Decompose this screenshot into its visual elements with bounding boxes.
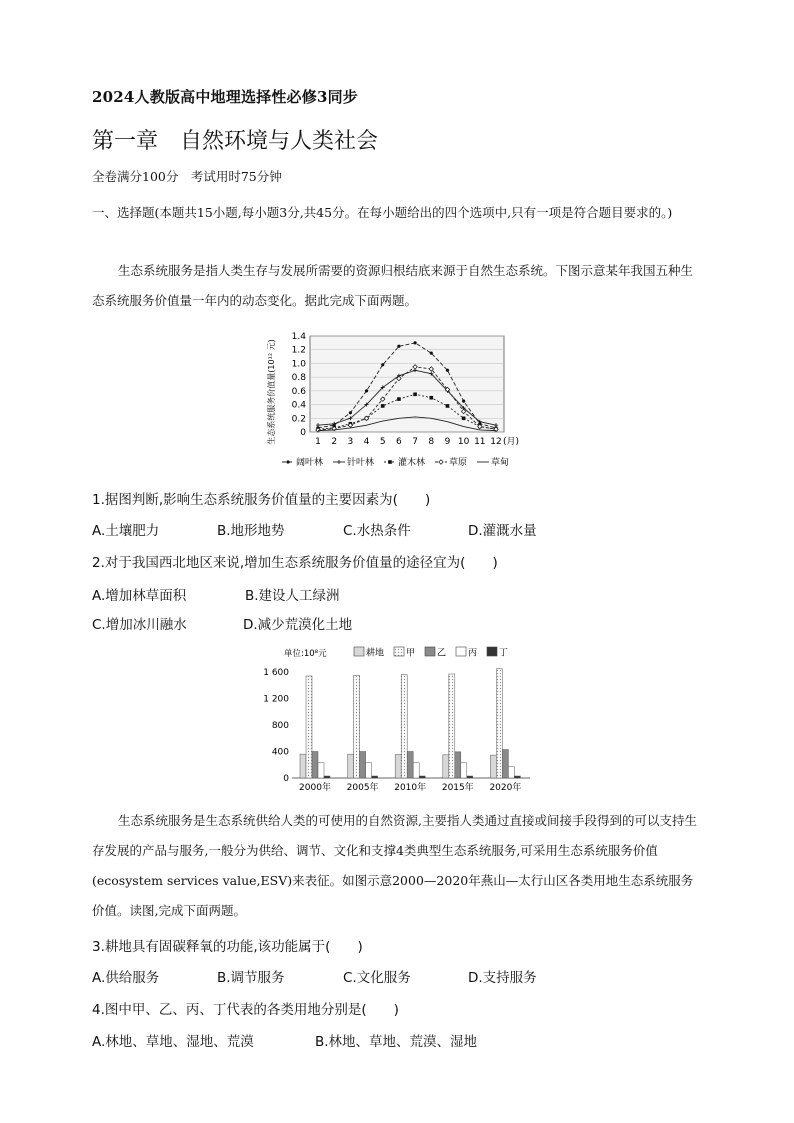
question-1-option-b[interactable]: B.地形地势: [217, 523, 285, 539]
line-chart-legend-marker: [388, 460, 392, 464]
chapter-title: 第一章 自然环境与人类社会: [92, 129, 379, 154]
line-chart-point: [365, 389, 368, 392]
line-chart-xlabel: (月): [503, 437, 520, 447]
question-2-option-a[interactable]: A.增加林草面积: [92, 588, 187, 604]
line-chart-ytick-label: 0.8: [291, 373, 306, 384]
line-chart-xtick-label: 6: [396, 437, 402, 447]
bar-chart-bar: [496, 669, 502, 778]
question-1-option-c[interactable]: C.水热条件: [343, 523, 411, 539]
bar-chart-ytick-label: 1 600: [263, 668, 289, 678]
line-chart-plot: [292, 332, 519, 447]
bar-chart-legend-swatch: [425, 647, 435, 656]
line-chart-point: [413, 341, 416, 344]
bar-chart-bar: [401, 675, 407, 778]
line-chart-ytick-label: 0.6: [291, 386, 306, 397]
line-chart-point: [446, 369, 449, 372]
bar-chart-bar: [354, 675, 360, 778]
bar-chart-xtick-label: 2005年: [346, 783, 379, 793]
question-4-option-b[interactable]: B.林地、草地、荒漠、湿地: [315, 1034, 478, 1050]
line-chart: [262, 322, 534, 474]
line-chart-legend-label: 灌木林: [398, 458, 426, 468]
line-chart-point: [397, 397, 401, 401]
line-chart-xtick-label: 11: [474, 437, 486, 447]
bar-chart-bar: [467, 776, 473, 778]
bar-chart-bar: [413, 763, 419, 778]
question-3-option-d[interactable]: D.支持服务: [468, 970, 537, 986]
bar-chart-legend-label: 丁: [499, 648, 509, 659]
line-chart-point: [446, 404, 450, 408]
bar-chart-bar: [407, 752, 413, 779]
bar-chart-plot: [263, 668, 530, 793]
question-3-stem: 3.耕地具有固碳释氧的功能,该功能属于( ): [92, 939, 363, 955]
bar-chart-bar: [372, 776, 378, 778]
bar-chart-bar: [306, 676, 312, 778]
line-chart-point: [381, 363, 384, 366]
score-line: 全卷满分100分 考试用时75分钟: [92, 169, 282, 184]
line-chart-xtick-label: 3: [347, 437, 354, 447]
line-chart-xtick-label: 7: [412, 437, 418, 447]
line-chart-legend-label: 阔叶林: [296, 458, 324, 468]
bar-chart-legend-swatch: [456, 647, 466, 656]
bar-chart-legend-label: 丙: [468, 648, 478, 659]
question-1-option-d[interactable]: D.灌溉水量: [468, 523, 537, 539]
bar-chart-xtick-label: 2010年: [394, 783, 427, 793]
bar-chart-bar: [490, 755, 496, 778]
question-3-option-c[interactable]: C.文化服务: [343, 970, 411, 986]
question-4-stem: 4.图中甲、乙、丙、丁代表的各类用地分别是( ): [92, 1002, 399, 1018]
line-chart-legend: [282, 456, 509, 468]
line-chart-legend-marker: [286, 460, 289, 463]
line-chart-ytick-label: 0.4: [291, 400, 306, 411]
line-chart-ytick-label: 0: [300, 428, 306, 438]
line-chart-legend-label: 针叶林: [347, 458, 375, 468]
document-header-title: 2024人教版高中地理选择性必修3同步: [92, 88, 358, 106]
line-chart-legend-label: 草甸: [491, 458, 510, 468]
bar-chart-xtick-label: 2020年: [489, 783, 522, 793]
line-chart-legend-label: 草原: [449, 458, 468, 468]
line-chart-point: [462, 416, 466, 420]
question-3-option-a[interactable]: A.供给服务: [92, 970, 160, 986]
line-chart-xtick-label: 12: [490, 437, 502, 447]
question-2-option-b[interactable]: B.建设人工绿洲: [245, 588, 340, 604]
line-chart-ytick-label: 1.4: [291, 332, 306, 342]
line-chart-xtick-label: 8: [428, 437, 435, 447]
line-chart-xtick-label: 2: [331, 437, 338, 447]
bar-chart-bar: [419, 776, 425, 778]
question-2-stem: 2.对于我国西北地区来说,增加生态系统服务价值量的途径宜为( ): [92, 555, 498, 571]
line-chart-ylabel: [266, 339, 276, 444]
line-chart-point: [381, 404, 385, 408]
bar-chart-legend: [354, 647, 508, 659]
line-chart-point: [430, 352, 433, 355]
line-chart-xtick-label: 10: [457, 437, 470, 447]
bar-chart-unit-label: 单位:10⁸元: [284, 649, 327, 659]
bar-chart-ytick-label: 1 200: [263, 694, 289, 705]
bar-chart-legend-swatch: [394, 647, 404, 656]
bar-chart-bar: [461, 763, 467, 778]
line-chart-point: [429, 396, 433, 400]
bar-chart-bar: [366, 763, 372, 778]
line-chart-point: [349, 411, 352, 414]
passage-1: 生态系统服务是指人类生存与发展所需要的资源归根结底来源于自然生态系统。下图示意某年我国五种生态系统服务价值量一年内的动态变化。据此完成下面两题。: [92, 263, 694, 308]
bar-chart-bar: [318, 763, 324, 778]
bar-chart-bar: [395, 754, 401, 778]
section-heading: 一、选择题(本题共15小题,每小题3分,共45分。在每小题给出的四个选项中,只有一项是符合题目要求的。): [92, 205, 673, 220]
line-chart-legend-marker: [439, 460, 443, 464]
bar-chart-ytick-label: 0: [283, 774, 289, 784]
line-chart-point: [462, 400, 465, 403]
bar-chart-bar: [324, 776, 330, 778]
line-chart-ytick-label: 1.0: [291, 359, 306, 370]
bar-chart-bar: [348, 754, 354, 778]
bar-chart-bar: [508, 767, 514, 778]
line-chart-ytick-label: 1.2: [291, 345, 306, 356]
line-chart-xtick-label: 1: [315, 437, 321, 447]
question-2-option-c[interactable]: C.增加冰川融水: [92, 617, 187, 633]
bar-chart-bar: [514, 776, 520, 778]
bar-chart-legend-label: 乙: [437, 648, 447, 659]
bar-chart-ytick-label: 800: [271, 721, 289, 731]
line-chart-legend-marker: [337, 460, 341, 464]
bar-chart-legend-swatch: [487, 647, 497, 656]
bar-chart: [262, 642, 532, 796]
line-chart-ylabel-text: 生态系统服务价值量(10¹² 元): [267, 339, 276, 445]
bar-chart-bar: [455, 752, 461, 778]
bar-chart-legend-label: 甲: [406, 648, 416, 659]
passage-2: 生态系统服务是生态系统供给人类的可使用的自然资源,主要指人类通过直接或间接手段得到的可以支持生存发展的产品与服务,一般分为供给、调节、文化和支撑4类典型生态系统服务,可采用生态系统服务价值(ecosystem services value,ESV)来表征。如图示意2000—2020年燕山—太行山区各类用地生态系统服务价值。读图,完成下面两题。: [92, 813, 697, 918]
line-chart-xtick-label: 9: [444, 437, 451, 447]
bar-chart-bar: [300, 754, 306, 778]
bar-chart-legend-swatch: [354, 647, 364, 656]
bar-chart-ytick-label: 400: [271, 747, 289, 758]
bar-chart-xtick-label: 2000年: [299, 783, 331, 793]
bar-chart-legend-label: 耕地: [366, 648, 385, 659]
question-3-option-b[interactable]: B.调节服务: [217, 970, 285, 986]
question-1-stem: 1.据图判断,影响生态系统服务价值量的主要因素为( ): [92, 492, 431, 508]
bar-chart-xtick-label: 2015年: [441, 783, 474, 793]
question-1-option-a[interactable]: A.土壤肥力: [92, 523, 160, 539]
question-2-option-d[interactable]: D.减少荒漠化土地: [243, 617, 353, 633]
bar-chart-bar: [312, 752, 318, 779]
line-chart-point: [413, 392, 417, 396]
bar-chart-bar: [502, 750, 508, 778]
line-chart-point: [397, 345, 400, 348]
bar-chart-bar: [443, 755, 449, 778]
bar-chart-bar: [449, 674, 455, 778]
question-4-option-a[interactable]: A.林地、草地、湿地、荒漠: [92, 1034, 254, 1050]
line-chart-xtick-label: 4: [363, 437, 370, 447]
line-chart-xtick-label: 5: [379, 437, 386, 447]
line-chart-ytick-label: 0.2: [291, 414, 306, 425]
bar-chart-bar: [360, 752, 366, 779]
